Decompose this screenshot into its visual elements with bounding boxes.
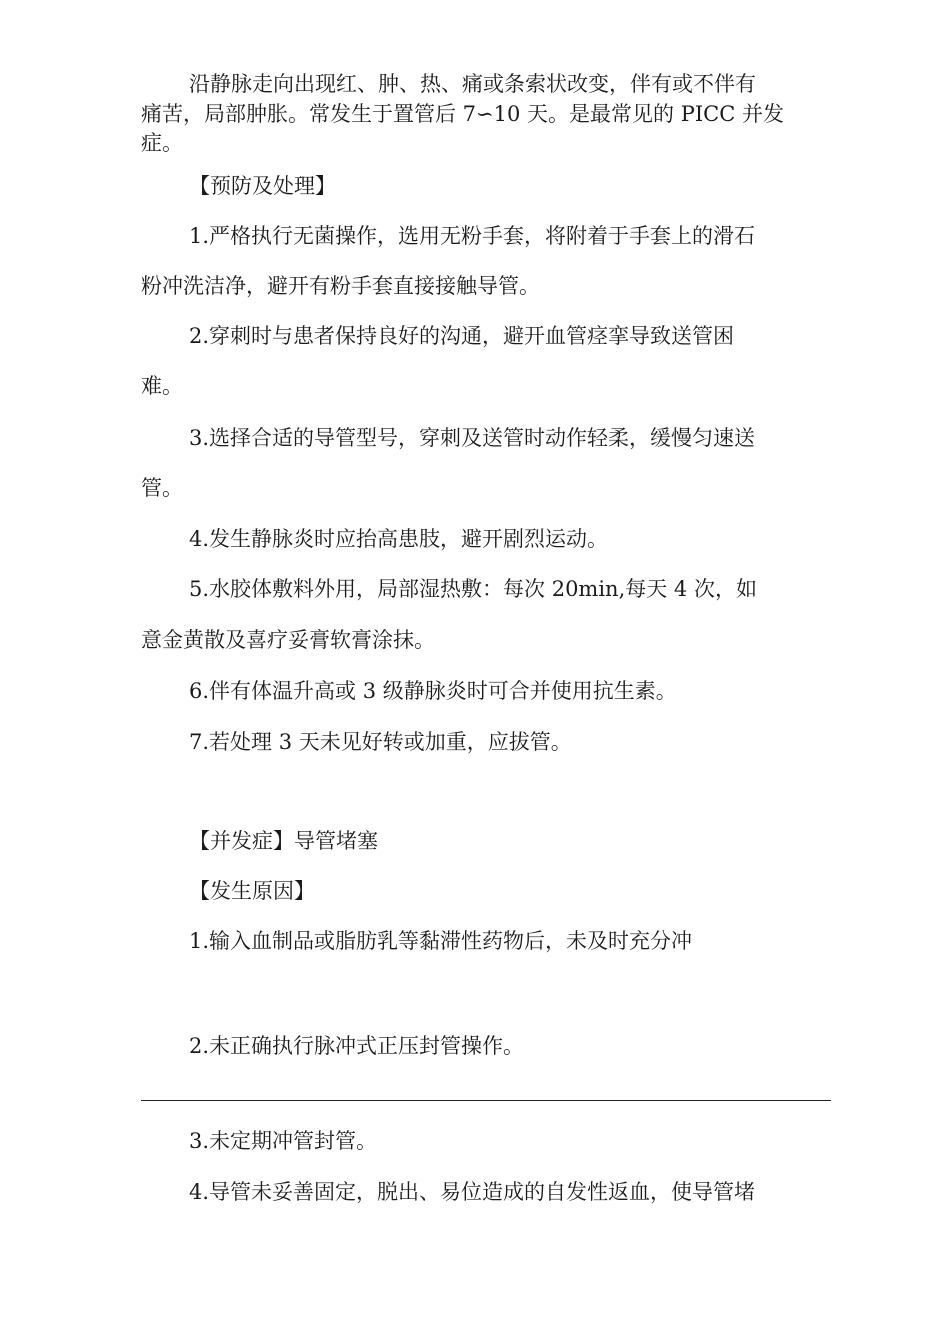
paragraph-intro-line-2: 痛苦，局部肿胀。常发生于置管后 7∽10 天。是最常见的 PICC 并发 (141, 102, 784, 126)
prevention-item-6: 6.伴有体温升高或 3 级静脉炎时可合并使用抗生素。 (189, 679, 677, 703)
prevention-item-3-line-2: 管。 (141, 476, 183, 500)
page-divider-line (141, 1100, 831, 1101)
prevention-item-5-line-1: 5.水胶体敷料外用，局部湿热敷：每次 20min,每天 4 次，如 (189, 577, 757, 601)
prevention-item-1-line-2: 粉冲洗洁净，避开有粉手套直接接触导管。 (141, 274, 540, 298)
prevention-item-5-line-2: 意金黄散及喜疗妥膏软膏涂抹。 (141, 628, 435, 652)
prevention-item-3-line-1: 3.选择合适的导管型号，穿刺及送管时动作轻柔，缓慢匀速送 (189, 426, 756, 450)
section-heading-complication: 【并发症】导管堵塞 (189, 829, 378, 853)
cause-item-2: 2.未正确执行脉冲式正压封管操作。 (189, 1034, 525, 1058)
prevention-item-2-line-1: 2.穿刺时与患者保持良好的沟通，避开血管痉挛导致送管困 (189, 324, 735, 348)
section-heading-prevention: 【预防及处理】 (189, 174, 336, 198)
prevention-item-4: 4.发生静脉炎时应抬高患肢，避开剧烈运动。 (189, 527, 609, 551)
prevention-item-7: 7.若处理 3 天未见好转或加重，应拔管。 (189, 730, 572, 754)
prevention-item-2-line-2: 难。 (141, 374, 183, 398)
paragraph-intro-line-1: 沿静脉走向出现红、肿、热、痛或条索状改变，伴有或不伴有 (189, 72, 756, 96)
prevention-item-1-line-1: 1.严格执行无菌操作，选用无粉手套，将附着于手套上的滑石 (189, 224, 756, 248)
cause-item-4: 4.导管未妥善固定，脱出、易位造成的自发性返血，使导管堵 (189, 1180, 756, 1204)
cause-item-1: 1.输入血制品或脂肪乳等黏滞性药物后，未及时充分冲 (189, 929, 693, 953)
section-heading-cause: 【发生原因】 (189, 879, 315, 903)
paragraph-intro-line-3: 症。 (141, 131, 183, 155)
cause-item-3: 3.未定期冲管封管。 (189, 1129, 378, 1153)
